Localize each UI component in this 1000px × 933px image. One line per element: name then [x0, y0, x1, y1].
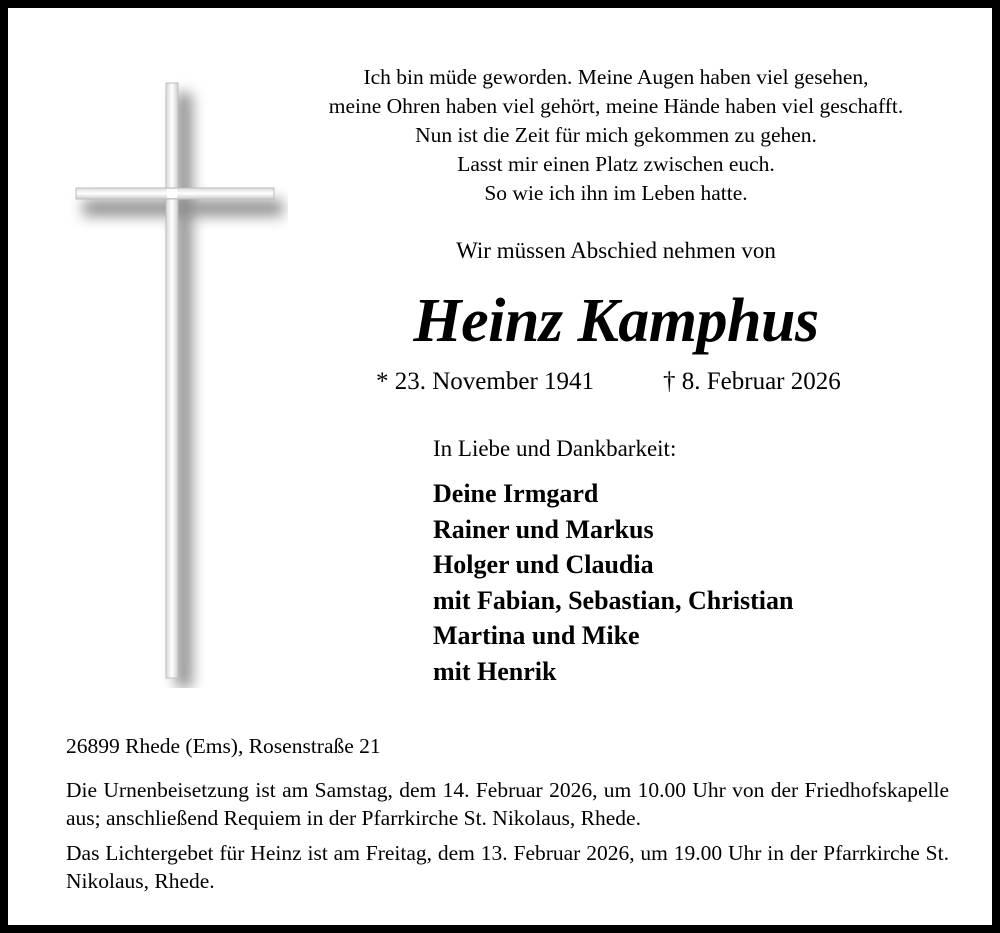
poem: [266, 63, 966, 208]
poem-line: Ich bin müde geworden. Meine Augen haben viel gesehen,: [363, 65, 869, 89]
deceased-name: Heinz Kamphus: [413, 287, 819, 355]
cross-icon: [68, 78, 288, 688]
family-address: 26899 Rhede (Ems), Rosenstraße 21: [66, 734, 381, 758]
mourner-line: Martina und Mike: [433, 621, 640, 650]
farewell-line: Wir müssen Abschied nehmen von: [456, 238, 776, 263]
prayer-info: Das Lichtergebet für Heinz ist am Freitag, dem 13. Februar 2026, um 19.00 Uhr in der Pfarrkirche St. Nikolaus, Rhede.: [66, 841, 949, 893]
mourner-line: Rainer und Markus: [433, 514, 654, 544]
mourner-line: Holger und Claudia: [433, 550, 654, 579]
mourner-line: mit Fabian, Sebastian, Christian: [433, 585, 794, 615]
poem-line: meine Ohren haben viel gehört, meine Hände haben viel geschafft.: [328, 94, 904, 118]
poem-line: So wie ich ihn im Leben hatte.: [484, 181, 748, 205]
mourners-list: [433, 476, 793, 689]
poem-line: Lasst mir einen Platz zwischen euch.: [457, 152, 775, 176]
death-date: † 8. Februar 2026: [663, 368, 841, 395]
thanks-line: In Liebe und Dankbarkeit:: [433, 436, 677, 461]
poem-line: Nun ist die Zeit für mich gekommen zu gehen.: [415, 123, 817, 147]
mourner-line: Deine Irmgard: [433, 479, 599, 508]
birth-date: * 23. November 1941: [376, 368, 595, 395]
mourner-line: mit Henrik: [433, 656, 557, 686]
funeral-info: Die Urnenbeisetzung ist am Samstag, dem 14. Februar 2026, um 10.00 Uhr von der Friedhofskapelle aus; anschließend Requiem in der Pfarrkirche St. Nikolaus, Rhede.: [66, 778, 949, 830]
